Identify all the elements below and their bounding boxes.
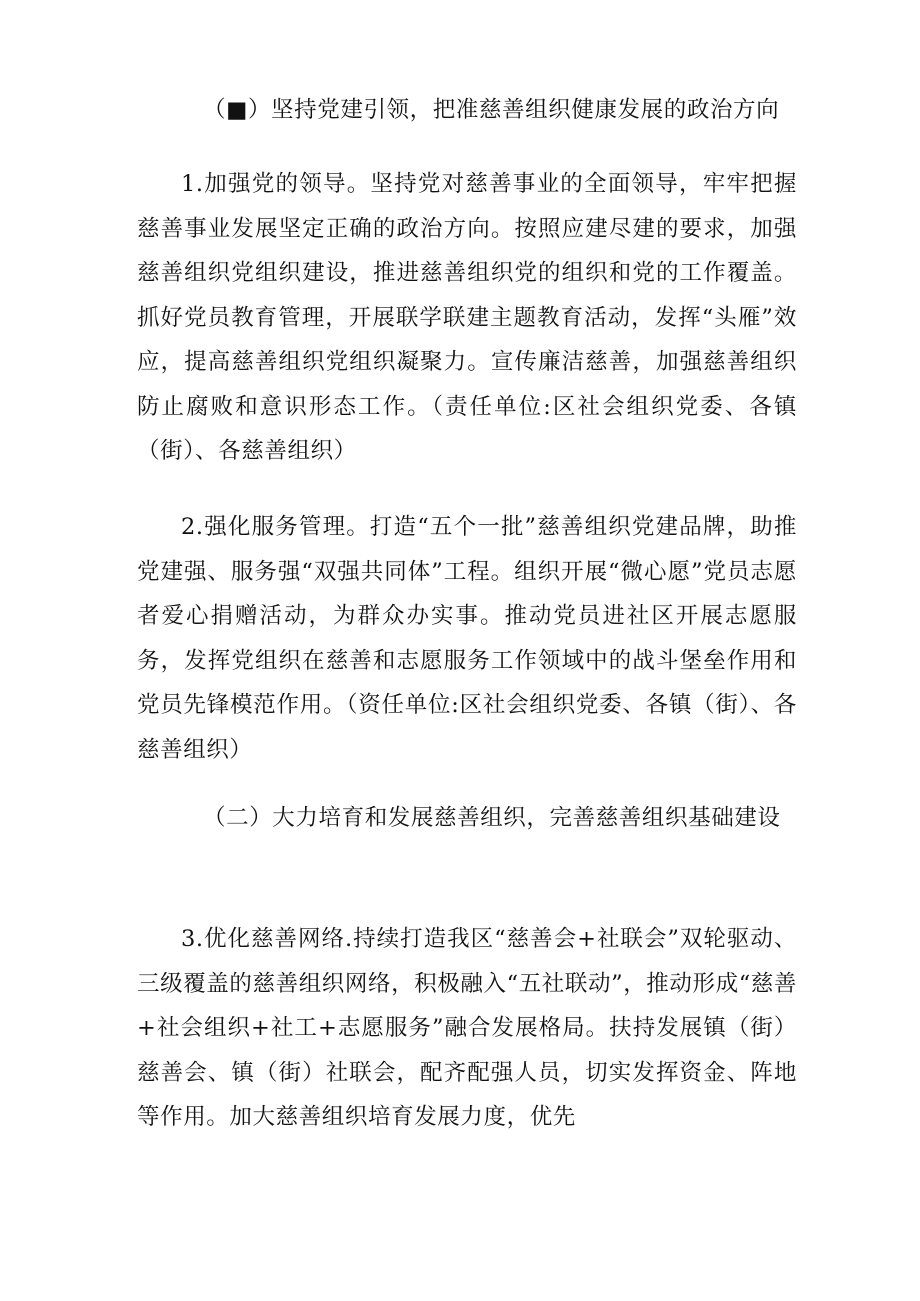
item-paragraph-1: 1.加强党的领导。坚持党对慈善事业的全面领导，牢牢把握慈善事业发展坚定正确的政治方向。按照应建尽建的要求，加强慈善组织党组织建设，推进慈善组织党的组织和党的工作覆盖。抓好党员教育管理，开展联学联建主题教育活动，发挥“头雁”效应，提高慈善组织党组织凝聚力。宣传廉洁慈善，加强慈善组织防止腐败和意识形态工作。（责任单位:区社会组织党委、各镇（街）、各慈善组织） (137, 171, 797, 464)
item-paragraph-2: 2.强化服务管理。打造“五个一批”慈善组织党建品牌，助推党建强、服务强“双强共同体”工程。组织开展“微心愿”党员志愿者爱心捐赠活动，为群众办实事。推动党员进社区开展志愿服务，发挥党组织在慈善和志愿服务工作领域中的战斗堡垒作用和党员先锋模范作用。（资任单位:区社会组织党委、各镇（街）、各慈善组织） (137, 514, 797, 763)
section-heading-2: （二）大力培育和发展慈善组织，完善慈善组织基础建设 (203, 805, 781, 831)
item-paragraph-3: 3.优化慈善网络.持续打造我区“慈善会+社联会”双轮驱动、三级覆盖的慈善组织网络，积极融入“五社联动”，推动形成“慈善+社会组织+社工+志愿服务”融合发展格局。扶持发展镇（街）慈善会、镇（街）社联会，配齐配强人员，切实发挥资金、阵地等作用。加大慈善组织培育发展力度，优先 (137, 926, 798, 1130)
section-heading-1: （■）坚持党建引领，把准慈善组织健康发展的政治方向 (203, 97, 780, 123)
